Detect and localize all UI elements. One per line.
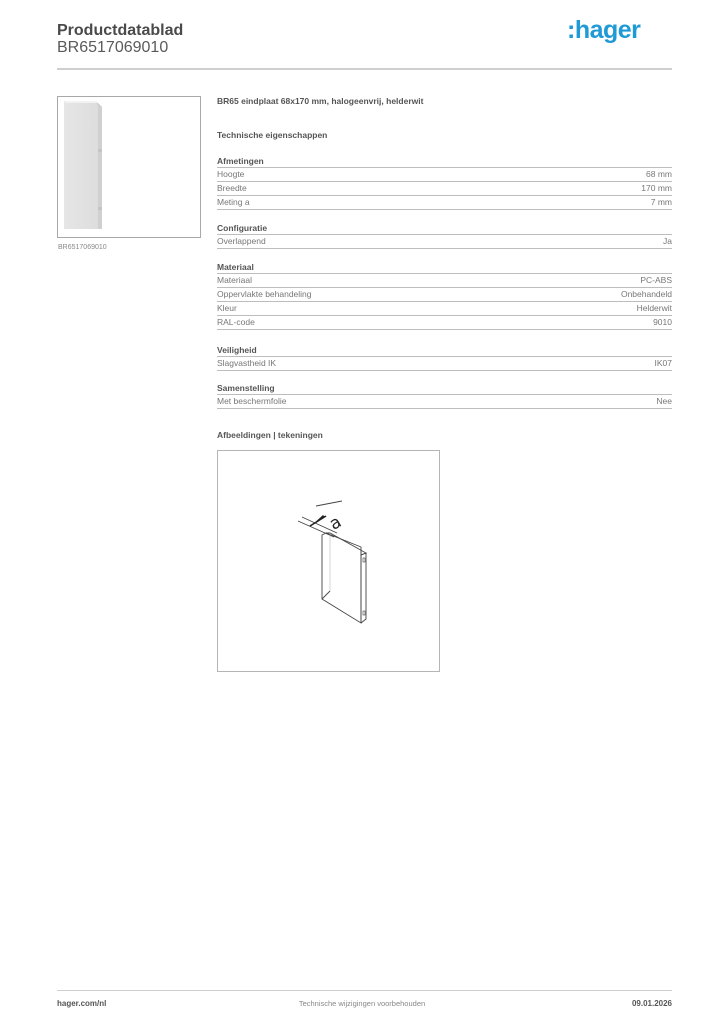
spec-label: Meting a xyxy=(217,197,250,207)
footer-date: 09.01.2026 xyxy=(631,999,672,1008)
spec-group-composition xyxy=(217,382,672,409)
technical-drawing xyxy=(217,450,440,672)
page-title: Productdatablad xyxy=(57,22,184,39)
drawings-heading: Afbeeldingen | tekeningen xyxy=(217,430,323,440)
spec-row xyxy=(217,235,672,249)
spec-group-material xyxy=(217,261,672,330)
spec-label: Slagvastheid IK xyxy=(217,358,277,368)
end-plate-drawing-icon xyxy=(218,451,439,671)
group-heading: Afmetingen xyxy=(217,155,672,168)
image-caption: BR6517069010 xyxy=(58,244,107,251)
spec-group-dimensions xyxy=(217,155,672,210)
footer-divider xyxy=(57,990,672,991)
spec-label: Hoogte xyxy=(217,169,245,179)
spec-row xyxy=(217,395,672,409)
spec-label: Oppervlakte behandeling xyxy=(217,289,312,299)
spec-value: 9010 xyxy=(653,317,672,327)
spec-row xyxy=(217,302,672,316)
spec-label: RAL-code xyxy=(217,317,255,327)
spec-label: Met beschermfolie xyxy=(217,396,287,406)
product-image xyxy=(57,96,201,238)
spec-value: 7 mm xyxy=(650,197,672,207)
spec-row xyxy=(217,274,672,288)
spec-row xyxy=(217,168,672,182)
spec-label: Kleur xyxy=(217,303,237,313)
spec-group-configuration xyxy=(217,222,672,249)
spec-value: Nee xyxy=(656,396,672,406)
end-plate-photo-icon xyxy=(58,97,200,237)
header-divider xyxy=(57,68,672,70)
spec-value: PC-ABS xyxy=(640,275,672,285)
spec-row xyxy=(217,182,672,196)
footer-disclaimer: Technische wijzigingen voorbehouden xyxy=(298,999,426,1008)
spec-value: Ja xyxy=(663,236,672,246)
website-link[interactable]: hager.com/nl xyxy=(57,999,107,1008)
spec-value: 68 mm xyxy=(646,169,672,179)
spec-value: IK07 xyxy=(654,358,672,368)
spec-value: Onbehandeld xyxy=(620,289,672,299)
spec-row xyxy=(217,196,672,210)
spec-label: Breedte xyxy=(217,183,247,193)
hager-logo: :hager xyxy=(567,16,641,44)
dimension-label: a xyxy=(326,511,346,535)
product-description: BR65 eindplaat 68x170 mm, halogeenvrij, helderwit xyxy=(217,96,424,106)
spec-row xyxy=(217,357,672,371)
spec-label: Materiaal xyxy=(217,275,252,285)
group-heading: Configuratie xyxy=(217,222,672,235)
group-heading: Materiaal xyxy=(217,261,672,274)
spec-value: Helderwit xyxy=(636,303,672,313)
spec-row xyxy=(217,316,672,330)
spec-label: Overlappend xyxy=(217,236,266,246)
group-heading: Samenstelling xyxy=(217,382,672,395)
spec-value: 170 mm xyxy=(641,183,672,193)
group-heading: Veiligheid xyxy=(217,344,672,357)
technical-properties-heading: Technische eigenschappen xyxy=(217,130,328,140)
spec-group-safety xyxy=(217,344,672,371)
spec-row xyxy=(217,288,672,302)
product-code: BR6517069010 xyxy=(57,39,169,56)
